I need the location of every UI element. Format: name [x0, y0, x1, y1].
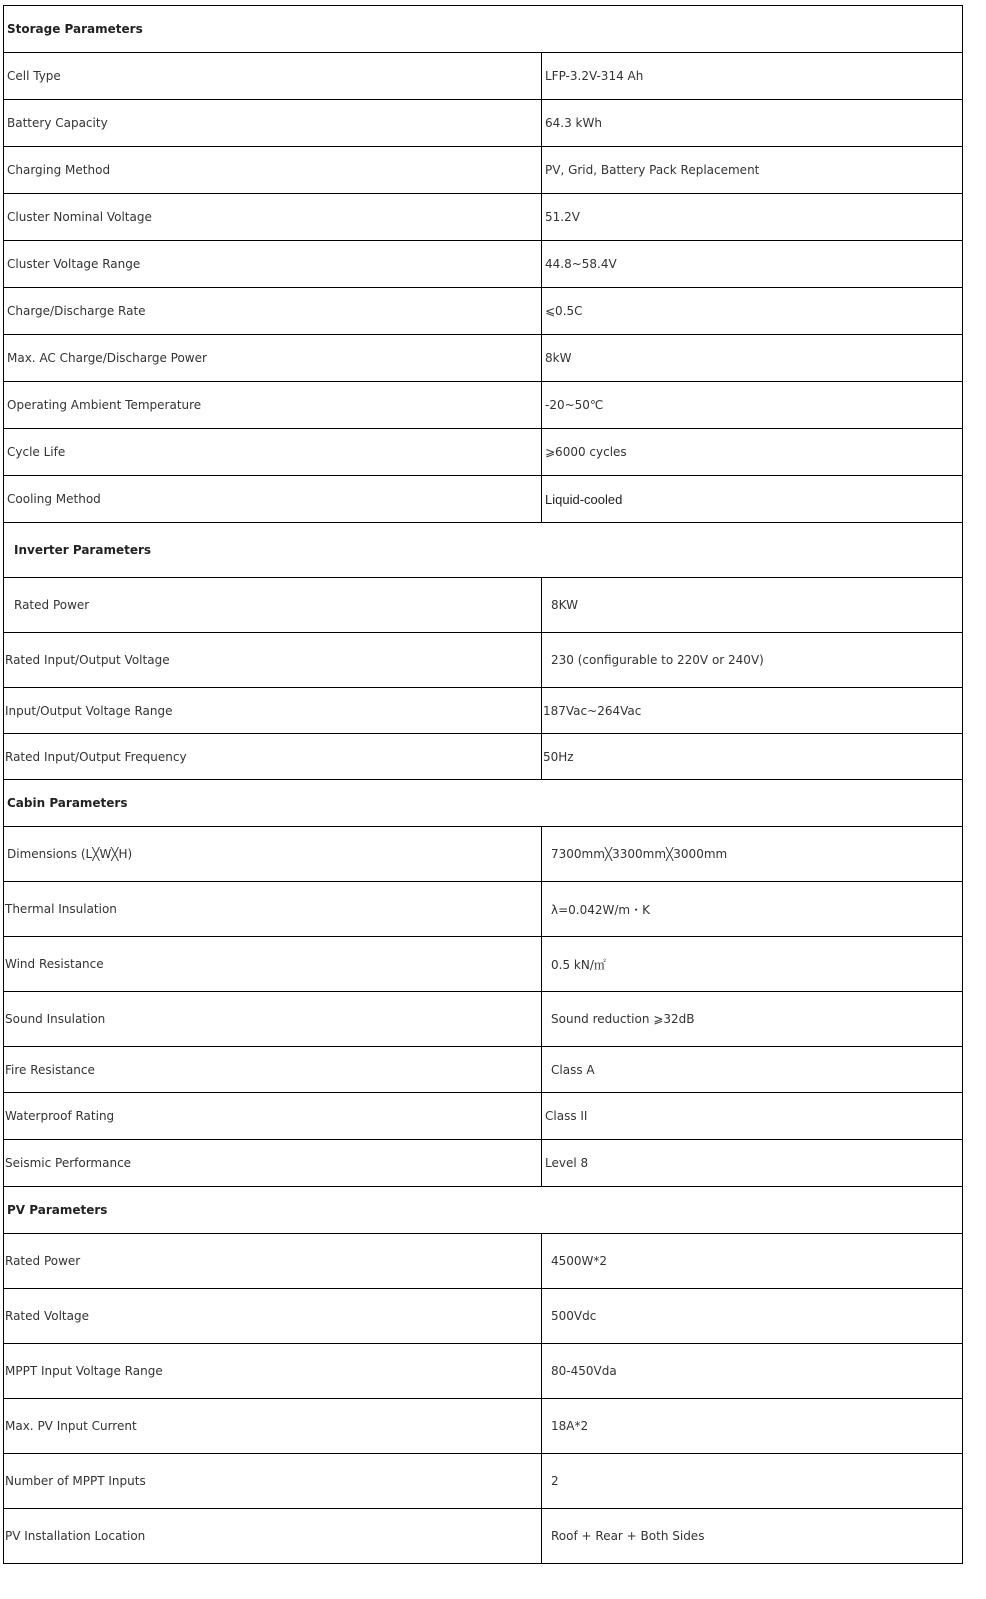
row-value: 80-450Vda — [542, 1344, 963, 1399]
table-row — [4, 1454, 963, 1509]
row-value: 8KW — [542, 578, 963, 633]
section-title-pv: PV Parameters — [4, 1187, 963, 1234]
row-value: 7300mm╳3300mm╳3000mm — [542, 827, 963, 882]
table-row — [4, 53, 963, 100]
row-label: MPPT Input Voltage Range — [4, 1344, 542, 1399]
table-row — [4, 992, 963, 1047]
table-row — [4, 688, 963, 734]
row-value: 500Vdc — [542, 1289, 963, 1344]
row-value: 2 — [542, 1454, 963, 1509]
row-value: ⩾6000 cycles — [542, 429, 963, 476]
table-row — [4, 429, 963, 476]
section-header-row — [4, 780, 963, 827]
row-label: Rated Power — [4, 1234, 542, 1289]
table-row — [4, 578, 963, 633]
table-row — [4, 1140, 963, 1187]
row-label: Rated Input/Output Frequency — [4, 734, 542, 780]
row-value: 187Vac~264Vac — [542, 688, 963, 734]
row-label: Seismic Performance — [4, 1140, 542, 1187]
table-row — [4, 147, 963, 194]
row-label: Number of MPPT Inputs — [4, 1454, 542, 1509]
row-label: Dimensions (L╳W╳H) — [4, 827, 542, 882]
table-row — [4, 382, 963, 429]
table-row — [4, 1234, 963, 1289]
row-value: 64.3 kWh — [542, 100, 963, 147]
row-label: Rated Power — [4, 578, 542, 633]
row-label: PV Installation Location — [4, 1509, 542, 1564]
table-row — [4, 827, 963, 882]
table-row — [4, 1047, 963, 1093]
table-row — [4, 1399, 963, 1454]
section-title-inverter: Inverter Parameters — [4, 523, 963, 578]
table-row — [4, 1344, 963, 1399]
table-row — [4, 1509, 963, 1564]
section-title-cabin: Cabin Parameters — [4, 780, 963, 827]
row-value: Sound reduction ⩾32dB — [542, 992, 963, 1047]
row-value: 8kW — [542, 335, 963, 382]
row-label: Cluster Nominal Voltage — [4, 194, 542, 241]
section-header-row — [4, 6, 963, 53]
table-row — [4, 937, 963, 992]
table-row — [4, 1093, 963, 1140]
row-value: Liquid-cooled — [542, 476, 963, 523]
row-label: Cell Type — [4, 53, 542, 100]
section-header-row — [4, 523, 963, 578]
row-label: Rated Input/Output Voltage — [4, 633, 542, 688]
row-value: Roof + Rear + Both Sides — [542, 1509, 963, 1564]
row-value: 0.5 kN/㎡ — [542, 937, 963, 992]
row-label: Charging Method — [4, 147, 542, 194]
row-label: Wind Resistance — [4, 937, 542, 992]
row-label: Max. AC Charge/Discharge Power — [4, 335, 542, 382]
table-row — [4, 1289, 963, 1344]
table-row — [4, 194, 963, 241]
row-label: Thermal Insulation — [4, 882, 542, 937]
section-header-row — [4, 1187, 963, 1234]
row-value: PV, Grid, Battery Pack Replacement — [542, 147, 963, 194]
table-row — [4, 241, 963, 288]
row-label: Charge/Discharge Rate — [4, 288, 542, 335]
row-value: 4500W*2 — [542, 1234, 963, 1289]
row-value: 18A*2 — [542, 1399, 963, 1454]
row-value: 51.2V — [542, 194, 963, 241]
row-value: Class A — [542, 1047, 963, 1093]
row-label: Fire Resistance — [4, 1047, 542, 1093]
row-label: Input/Output Voltage Range — [4, 688, 542, 734]
row-value: -20~50℃ — [542, 382, 963, 429]
row-label: Waterproof Rating — [4, 1093, 542, 1140]
row-value: λ=0.042W/m・K — [542, 882, 963, 937]
table-row — [4, 288, 963, 335]
table-row — [4, 734, 963, 780]
table-row — [4, 100, 963, 147]
spec-table — [3, 5, 963, 1564]
row-label: Cycle Life — [4, 429, 542, 476]
row-label: Battery Capacity — [4, 100, 542, 147]
row-label: Cooling Method — [4, 476, 542, 523]
row-label: Rated Voltage — [4, 1289, 542, 1344]
row-value: LFP-3.2V-314 Ah — [542, 53, 963, 100]
row-label: Sound Insulation — [4, 992, 542, 1047]
section-title-storage: Storage Parameters — [4, 6, 963, 53]
row-value: ⩽0.5C — [542, 288, 963, 335]
table-row — [4, 335, 963, 382]
row-label: Operating Ambient Temperature — [4, 382, 542, 429]
table-row — [4, 882, 963, 937]
table-row — [4, 633, 963, 688]
row-value: 230 (configurable to 220V or 240V) — [542, 633, 963, 688]
table-row — [4, 476, 963, 523]
row-value: 50Hz — [542, 734, 963, 780]
row-value: Level 8 — [542, 1140, 963, 1187]
row-label: Cluster Voltage Range — [4, 241, 542, 288]
row-value: Class II — [542, 1093, 963, 1140]
row-label: Max. PV Input Current — [4, 1399, 542, 1454]
row-value: 44.8~58.4V — [542, 241, 963, 288]
